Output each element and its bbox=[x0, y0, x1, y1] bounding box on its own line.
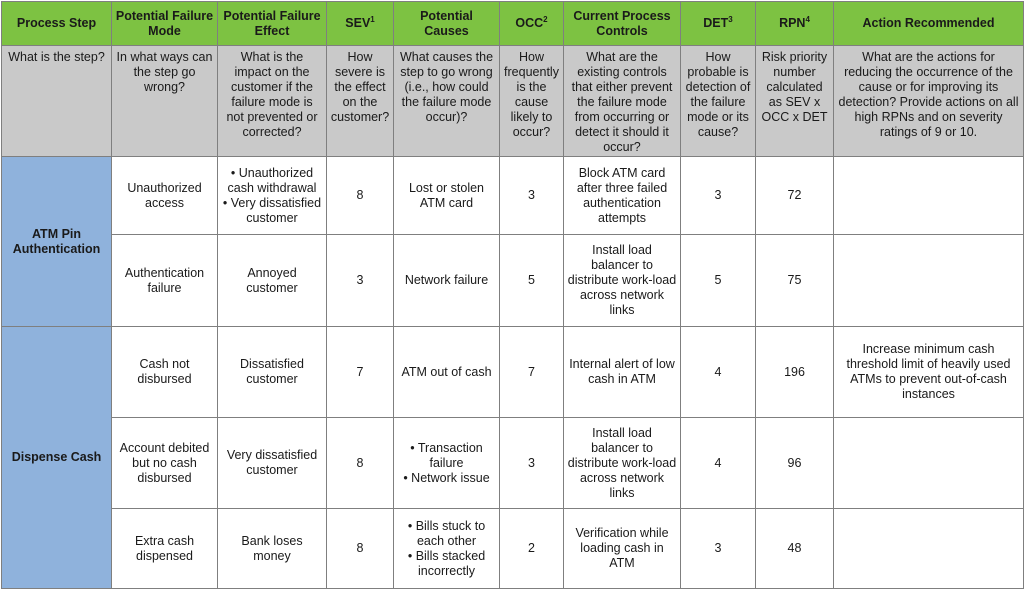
rpn-cell: 72 bbox=[756, 157, 834, 235]
col-header-occ: OCC$^2$ bbox=[500, 2, 564, 46]
process-step-cell: Dispense Cash bbox=[2, 327, 112, 589]
bullet-item: • Bills stacked incorrectly bbox=[407, 548, 486, 578]
sev-cell: 7 bbox=[327, 327, 394, 418]
col-header-process-step: Process Step bbox=[2, 2, 112, 46]
occ-cell: 3 bbox=[500, 418, 564, 509]
sev-cell: 8 bbox=[327, 509, 394, 589]
table-row bbox=[2, 509, 1024, 589]
col-desc-failure-effect: What is the impact on the customer if the failure mode is not prevented or corrected? bbox=[218, 46, 327, 157]
controls-cell: Block ATM card after three failed authentication attempts bbox=[564, 157, 681, 235]
rpn-footnote-mark: 4 bbox=[805, 14, 810, 24]
table-row bbox=[2, 235, 1024, 327]
rpn-cell: 75 bbox=[756, 235, 834, 327]
controls-cell: Install load balancer to distribute work-load across network links bbox=[564, 418, 681, 509]
failure-effect-cell bbox=[218, 157, 327, 235]
failure-effect-cell: Annoyed customer bbox=[218, 235, 327, 327]
col-desc-causes: What causes the step to go wrong (i.e., how could the failure mode occur)? bbox=[394, 46, 500, 157]
det-cell: 5 bbox=[681, 235, 756, 327]
col-desc-process-step: What is the step? bbox=[2, 46, 112, 157]
col-header-rpn: RPN$^4$ bbox=[756, 2, 834, 46]
failure-effect-cell: Dissatisfied customer bbox=[218, 327, 327, 418]
col-desc-sev: How severe is the effect on the customer? bbox=[327, 46, 394, 157]
causes-cell: Lost or stolen ATM card bbox=[394, 157, 500, 235]
occ-cell: 7 bbox=[500, 327, 564, 418]
occ-cell: 2 bbox=[500, 509, 564, 589]
failure-mode-cell: Extra cash dispensed bbox=[112, 509, 218, 589]
col-header-action: Action Recommended bbox=[834, 2, 1024, 46]
col-header-failure-mode: Potential Failure Mode bbox=[112, 2, 218, 46]
col-desc-occ: How frequently is the cause likely to occur? bbox=[500, 46, 564, 157]
controls-cell: Internal alert of low cash in ATM bbox=[564, 327, 681, 418]
col-header-det: DET$^3$ bbox=[681, 2, 756, 46]
col-desc-det: How probable is detection of the failure mode or its cause? bbox=[681, 46, 756, 157]
fmea-table bbox=[1, 1, 1024, 589]
description-row bbox=[2, 46, 1024, 157]
action-cell: Increase minimum cash threshold limit of heavily used ATMs to prevent out-of-cash instances bbox=[834, 327, 1024, 418]
header-row bbox=[2, 2, 1024, 46]
col-header-failure-effect: Potential Failure Effect bbox=[218, 2, 327, 46]
table-row bbox=[2, 327, 1024, 418]
occ-footnote-mark: 2 bbox=[543, 14, 548, 24]
det-cell: 4 bbox=[681, 418, 756, 509]
occ-cell: 3 bbox=[500, 157, 564, 235]
failure-mode-cell: Cash not disbursed bbox=[112, 327, 218, 418]
bullet-item: • Very dissatisfied customer bbox=[222, 195, 322, 225]
causes-cell bbox=[394, 418, 500, 509]
sev-footnote-mark: 1 bbox=[370, 14, 375, 24]
det-footnote-mark: 3 bbox=[728, 14, 733, 24]
sev-cell: 8 bbox=[327, 157, 394, 235]
action-cell bbox=[834, 509, 1024, 589]
failure-mode-cell: Account debited but no cash disbursed bbox=[112, 418, 218, 509]
det-cell: 3 bbox=[681, 509, 756, 589]
action-cell bbox=[834, 418, 1024, 509]
col-header-causes: Potential Causes bbox=[394, 2, 500, 46]
failure-effect-cell: Bank loses money bbox=[218, 509, 327, 589]
process-step-cell: ATM Pin Authentication bbox=[2, 157, 112, 327]
bullet-item: • Unauthorized cash withdrawal bbox=[227, 165, 317, 195]
col-header-controls: Current Process Controls bbox=[564, 2, 681, 46]
action-cell bbox=[834, 157, 1024, 235]
occ-cell: 5 bbox=[500, 235, 564, 327]
controls-cell: Verification while loading cash in ATM bbox=[564, 509, 681, 589]
rpn-cell: 196 bbox=[756, 327, 834, 418]
action-cell bbox=[834, 235, 1024, 327]
sev-cell: 8 bbox=[327, 418, 394, 509]
col-header-sev: SEV$^1$ bbox=[327, 2, 394, 46]
det-cell: 3 bbox=[681, 157, 756, 235]
col-desc-action: What are the actions for reducing the occurrence of the cause or for improving its detection? Provide actions on all high RPNs and on severity ratings of 9 or 10. bbox=[834, 46, 1024, 157]
col-desc-rpn: Risk priority number calculated as SEV x OCC x DET bbox=[756, 46, 834, 157]
bullet-item: • Transaction failure bbox=[410, 440, 483, 470]
table-row bbox=[2, 418, 1024, 509]
causes-cell: ATM out of cash bbox=[394, 327, 500, 418]
failure-mode-cell: Authentication failure bbox=[112, 235, 218, 327]
rpn-cell: 48 bbox=[756, 509, 834, 589]
causes-cell bbox=[394, 509, 500, 589]
sev-cell: 3 bbox=[327, 235, 394, 327]
col-desc-failure-mode: In what ways can the step go wrong? bbox=[112, 46, 218, 157]
rpn-cell: 96 bbox=[756, 418, 834, 509]
bullet-item: • Network issue bbox=[403, 470, 490, 485]
failure-mode-cell: Unauthorized access bbox=[112, 157, 218, 235]
controls-cell: Install load balancer to distribute work-load across network links bbox=[564, 235, 681, 327]
failure-effect-cell: Very dissatisfied customer bbox=[218, 418, 327, 509]
col-desc-controls: What are the existing controls that either prevent the failure mode from occurring or detect it should it occur? bbox=[564, 46, 681, 157]
causes-cell: Network failure bbox=[394, 235, 500, 327]
det-cell: 4 bbox=[681, 327, 756, 418]
bullet-item: • Bills stuck to each other bbox=[407, 518, 486, 548]
table-row bbox=[2, 157, 1024, 235]
